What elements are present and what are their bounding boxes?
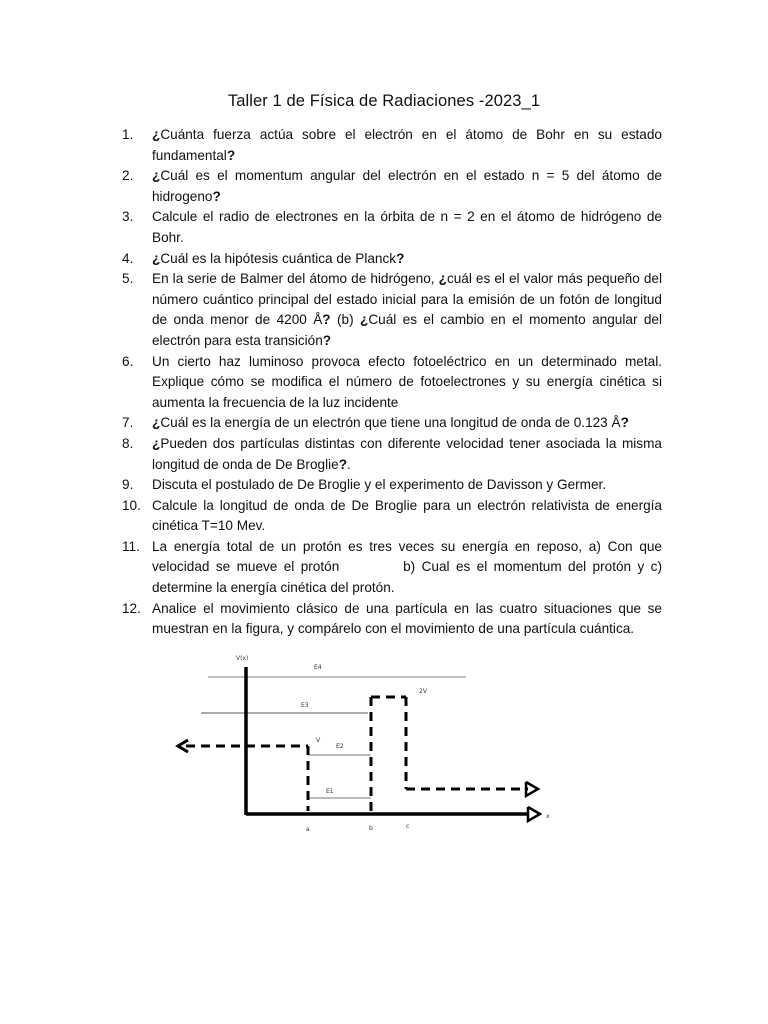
question-item [122, 125, 662, 166]
potential-diagram-svg [168, 645, 558, 845]
question-text: Calcule la longitud de onda de De Broglie para un electrón relativista de energía cinética T=10 Mev. [152, 497, 662, 534]
question-item [122, 537, 666, 599]
question-text: Discuta el postulado de De Broglie y el experimento de Davisson y Germer. [152, 477, 607, 493]
question-item [122, 249, 662, 270]
e1-label: E1 [326, 788, 334, 795]
y-axis-label: V(x) [236, 655, 249, 662]
question-number: 2 . [122, 166, 148, 187]
two-v-label: 2V [419, 688, 427, 695]
question-number: 12 . [122, 599, 148, 620]
question-item [122, 496, 662, 537]
x-axis-label: x [546, 813, 550, 820]
question-number: 6 . [122, 352, 148, 373]
potential-diagram [168, 645, 558, 845]
question-text: Un cierto haz luminoso provoca efecto fotoeléctrico en un determinado metal. Explique cómo se modifica el número de fotoelectrones y su energía cinética si aumenta la frecuencia de la luz incidente [152, 353, 662, 410]
e4-label: E4 [314, 664, 322, 671]
question-number: 1 . [122, 125, 148, 146]
question-text: ¿Cuál es la hipótesis cuántica de Planck? [152, 250, 405, 266]
question-number: 5 . [122, 269, 148, 290]
question-item [122, 475, 662, 496]
question-number: 3 . [122, 207, 148, 228]
x-tick-c: c [406, 823, 410, 830]
x-axis-arrowhead [528, 807, 540, 821]
question-text: ¿Cuál es el momentum angular del electrón en el estado n = 5 del átomo de hidrogeno? [152, 168, 662, 204]
e2-label: E2 [336, 743, 344, 750]
question-text: La energía total de un protón es tres veces su energía en reposo, a) Con que velocidad se mueve el protón b) Cual es el momentum del protón y c) determine la energía cinética del protón. [152, 538, 666, 596]
question-item [122, 352, 662, 414]
question-item [122, 599, 662, 640]
question-text: Calcule el radio de electrones en la órbita de n = 2 en el átomo de hidrógeno de Bohr. [152, 209, 662, 245]
question-number: 8 . [122, 434, 148, 455]
question-text: ¿Cuál es la energía de un electrón que tiene una longitud de onda de 0.123 Å? [152, 415, 629, 431]
question-text: Analice el movimiento clásico de una partícula en las cuatro situaciones que se muestran en la figura, y compárelo con el movimiento de una partícula cuántica. [152, 600, 662, 637]
e3-label: E3 [301, 702, 309, 709]
question-number: 7 . [122, 413, 148, 434]
x-tick-a: a [306, 826, 310, 833]
question-item [122, 269, 662, 351]
question-list [122, 125, 666, 640]
question-number: 4 . [122, 249, 148, 270]
question-number: 9 . [122, 475, 148, 496]
x-tick-b: b [369, 825, 373, 832]
question-item [122, 413, 662, 434]
page-title: Taller 1 de Física de Radiaciones -2023_1 [227, 92, 541, 110]
question-item [122, 434, 662, 475]
question-text: En la serie de Balmer del átomo de hidrógeno, ¿cuál es el el valor más pequeño del número cuántico principal del estado inicial para la emisión de un fotón de longitud de onda menor de 4200 Å? (b) ¿Cuál es el cambio en el momento angular del electrón para esta transición? [152, 271, 662, 348]
question-number: 11 . [122, 537, 148, 558]
question-text: ¿Pueden dos partículas distintas con diferente velocidad tener asociada la misma longitud de onda de De Broglie?. [152, 435, 662, 472]
question-item [122, 207, 662, 248]
question-number: 10 . [122, 496, 148, 517]
question-text: ¿Cuánta fuerza actúa sobre el electrón en el átomo de Bohr en su estado fundamental? [152, 127, 662, 163]
v-label: V [316, 737, 321, 744]
question-item [122, 166, 662, 207]
